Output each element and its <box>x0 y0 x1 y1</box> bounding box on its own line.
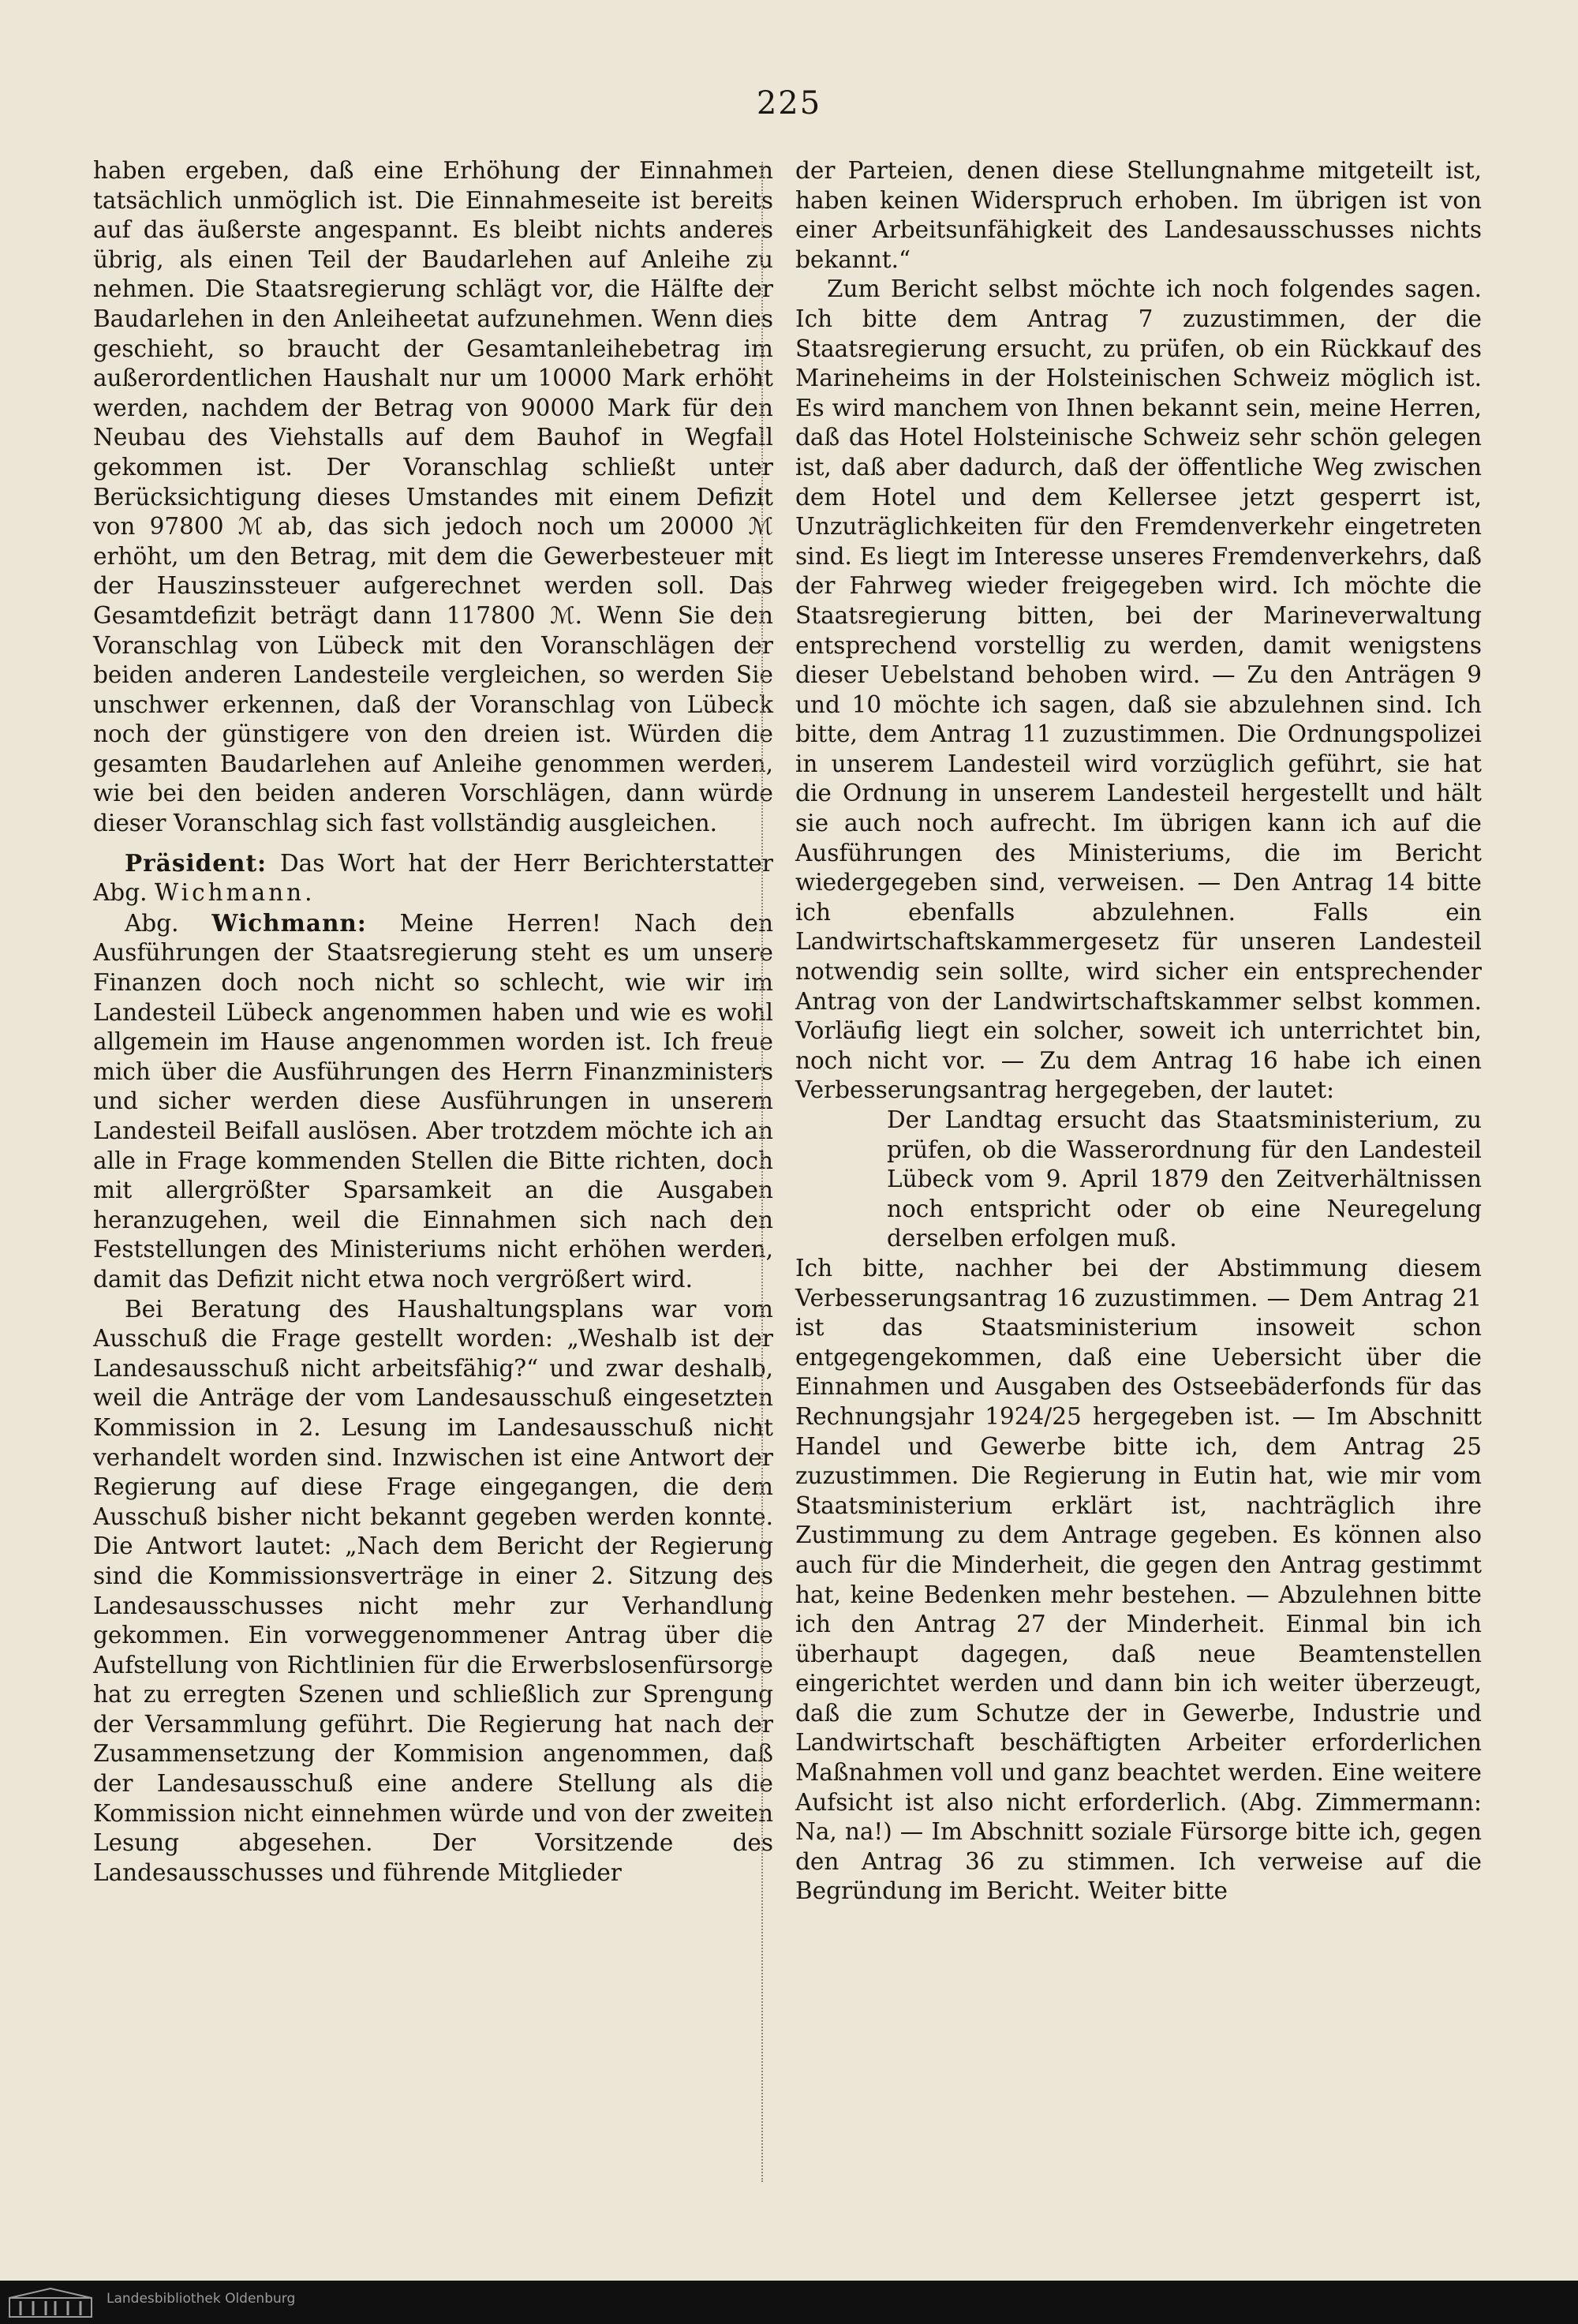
speaker-name: Wichmann. <box>154 879 316 907</box>
library-building-icon <box>6 2287 95 2318</box>
paragraph <box>93 908 773 1295</box>
paragraph-text: Meine Herren! Nach den Ausführungen der Staatsregierung steht es um unsere Finanzen doch noch nicht so schlecht, wie wir im Landesteil Lübeck angenommen haben und wie es wohl allgemein im Hause angenommen worden ist. Ich freue mich über die Ausführungen des Herrn Finanzministers und sicher werden diese Ausführungen in unserem Landesteil Beifall auslösen. Aber trotzdem möchte ich an alle in Frage kommenden Stellen die Bitte richten, doch mit allergrößter Sparsamkeit an die Ausgaben heranzugehen, weil die Einnahmen sich nach den Feststellungen des Ministeriums nicht erhöhen werden, damit das Defizit nicht etwa noch vergrößert wird. <box>93 909 773 1293</box>
page-number: 225 <box>756 85 822 122</box>
footer-label: Landesbibliothek Oldenburg <box>107 2291 296 2307</box>
left-column <box>93 156 773 1888</box>
speaker-prefix: Abg. <box>125 909 179 937</box>
paragraph: Zum Bericht selbst möchte ich noch folgendes sagen. Ich bitte dem Antrag 7 zuzustimmen, der die Staatsregierung ersucht, zu prüfen, ob ein Rückkauf des Marineheims in der Holsteinischen Schweiz möglich ist. Es wird manchem von Ihnen bekannt sein, meine Herren, daß das Hotel Holsteinische Schweiz sehr schön gelegen ist, daß aber dadurch, daß der öffentliche Weg zwischen dem Hotel und dem Kellersee jetzt gesperrt ist, Unzuträglichkeiten für den Fremdenverkehr eingetreten sind. Es liegt im Interesse unseres Fremdenverkehrs, daß der Fahrweg wieder freigegeben wird. Ich möchte die Staatsregierung bitten, bei der Marineverwaltung entsprechend vorstellig zu werden, damit wenigstens dieser Uebelstand behoben wird. — Zu den Anträgen 9 und 10 möchte ich sagen, daß sie abzulehnen sind. Ich bitte, dem Antrag 11 zuzustimmen. Die Ordnungspolizei in unserem Landesteil wird vorzüglich geführt, sie hat die Ordnung in unserem Landesteil hergestellt und hält sie auch noch aufrecht. Im übrigen kann ich auf die Ausführungen des Ministeriums, die im Bericht wiedergegeben sind, verweisen. — Den Antrag 14 bitte ich ebenfalls abzulehnen. Falls ein Landwirtschaftskammergesetz für unseren Landesteil notwendig sein sollte, wird sicher ein entsprechender Antrag von der Landwirtschaftskammer selbst kommen. Vorläufig liegt ein solcher, soweit ich unterrichtet bin, noch nicht vor. — Zu dem Antrag 16 habe ich einen Verbesserungsantrag hergegeben, der lautet: <box>795 275 1482 1104</box>
paragraph: der Parteien, denen diese Stellungnahme mitgeteilt ist, haben keinen Widerspruch erhoben. Im übrigen ist von einer Arbeitsunfähigkeit des Landesausschusses nichts bekannt.“ <box>795 157 1482 273</box>
quoted-motion: Der Landtag ersucht das Staatsministerium, zu prüfen, ob die Wasserordnung für den Landesteil Lübeck vom 9. April 1879 den Zeitverhältnissen noch entspricht oder ob eine Neuregelung derselben erfolgen muß. <box>887 1106 1482 1252</box>
column-divider <box>761 162 763 2182</box>
speaker-president: Präsident: <box>125 848 267 877</box>
speaker-wichmann: Wichmann: <box>211 908 367 937</box>
paragraph <box>93 848 773 908</box>
paragraph-text: Das Wort hat der Herr Berichterstatter Abg. <box>93 849 773 907</box>
paragraph: haben ergeben, daß eine Erhöhung der Einnahmen tatsächlich unmöglich ist. Die Einnahmeseite ist bereits auf das äußerste angespannt. Es bleibt nichts anderes übrig, als einen Teil der Baudarlehen auf Anleihe zu nehmen. Die Staatsregierung schlägt vor, die Hälfte der Baudarlehen in den Anleiheetat aufzunehmen. Wenn dies geschieht, so braucht der Gesamtanleihebetrag im außerordentlichen Haushalt nur um 10000 Mark erhöht werden, nachdem der Betrag von 90000 Mark für den Neubau des Viehstalls auf dem Bauhof in Wegfall gekommen ist. Der Voranschlag schließt unter Berücksichtigung dieses Umstandes mit einem Defizit von 97800 ℳ ab, das sich jedoch noch um 20000 ℳ erhöht, um den Betrag, mit dem die Gewerbesteuer mit der Hauszinssteuer aufgerechnet werden soll. Das Gesamtdefizit beträgt dann 117800 ℳ. Wenn Sie den Voranschlag von Lübeck mit den Voranschlägen der beiden anderen Landesteile vergleichen, so werden Sie unschwer erkennen, daß der Voranschlag von Lübeck noch der günstigere von den dreien ist. Würden die gesamten Baudarlehen auf Anleihe genommen werden, wie bei den beiden anderen Vorschlägen, dann würde dieser Voranschlag sich fast vollständig ausgleichen. <box>93 157 773 837</box>
footer-bar <box>0 2281 1578 2324</box>
paragraph: Bei Beratung des Haushaltungsplans war vom Ausschuß die Frage gestellt worden: „Weshalb ist der Landesausschuß nicht arbeitsfähig?“ und zwar deshalb, weil die Anträge der vom Landesausschuß eingesetzten Kommission in 2. Lesung im Landesausschuß nicht verhandelt worden sind. Inzwischen ist eine Antwort der Regierung auf diese Frage eingegangen, die dem Ausschuß bisher nicht bekannt gegeben werden konnte. Die Antwort lautet: „Nach dem Bericht der Regierung sind die Kommissionsverträge in einer 2. Sitzung des Landesausschusses nicht mehr zur Verhandlung gekommen. Ein vorweggenommener Antrag über die Aufstellung von Richtlinien für die Erwerbslosenfürsorge hat zu erregten Szenen und schließlich zur Sprengung der Versammlung geführt. Die Regierung hat nach der Zusammensetzung der Kommision angenommen, daß der Landesausschuß eine andere Stellung als die Kommission nicht einnehmen würde und von der zweiten Lesung abgesehen. Der Vorsitzende des Landesausschusses und führende Mitglieder <box>93 1295 773 1886</box>
right-column <box>795 156 1482 1907</box>
paragraph: Ich bitte, nachher bei der Abstimmung diesem Verbesserungsantrag 16 zuzustimmen. — Dem Antrag 21 ist das Staatsministerium insoweit schon entgegengekommen, daß eine Uebersicht über die Einnahmen und Ausgaben des Ostseebäderfonds für das Rechnungsjahr 1924/25 hergegeben ist. — Im Abschnitt Handel und Gewerbe bitte ich, dem Antrag 25 zuzustimmen. Die Regierung in Eutin hat, wie mir vom Staatsministerium erklärt ist, nachträglich ihre Zustimmung zu dem Antrage gegeben. Es können also auch für die Minderheit, die gegen den Antrag gestimmt hat, keine Bedenken mehr bestehen. — Abzulehnen bitte ich den Antrag 27 der Minderheit. Einmal bin ich überhaupt dagegen, daß neue Beamtenstellen eingerichtet werden und dann bin ich weiter überzeugt, daß die zum Schutze der in Gewerbe, Industrie und Landwirtschaft beschäftigten Arbeiter erforderlichen Maßnahmen voll und ganz beachtet werden. Eine weitere Aufsicht ist also nicht erforderlich. (Abg. Zimmermann: Na, na!) — Im Abschnitt soziale Fürsorge bitte ich, gegen den Antrag 36 zu stimmen. Ich verweise auf die Begründung im Bericht. Weiter bitte <box>795 1254 1482 1905</box>
